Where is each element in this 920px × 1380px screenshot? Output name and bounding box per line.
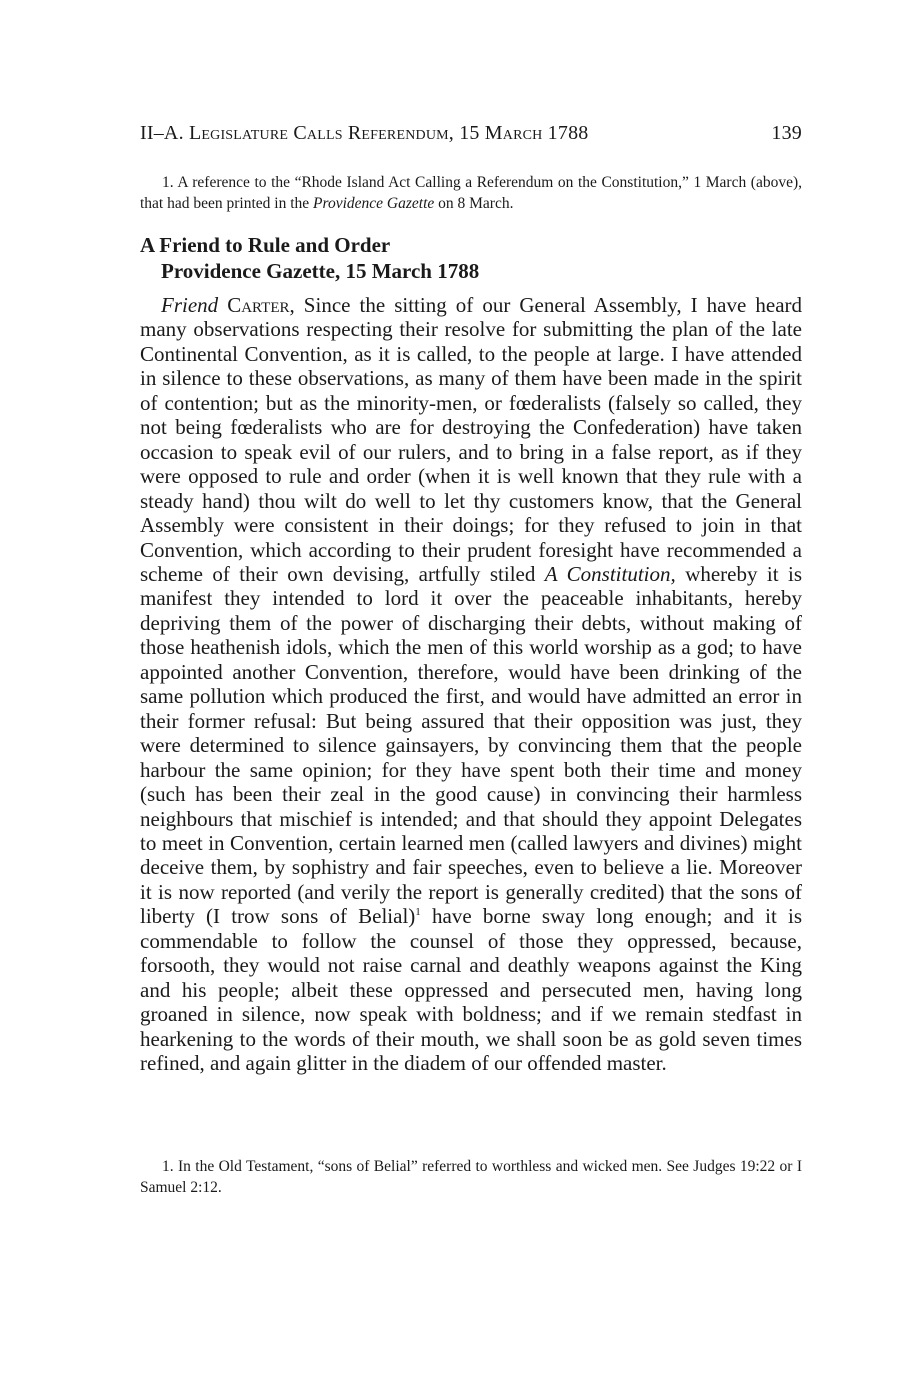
article-title: A Friend to Rule and Order	[140, 233, 391, 257]
running-head	[140, 122, 802, 145]
bottom-footnote-number: 1.	[162, 1158, 174, 1175]
top-footnote	[140, 172, 802, 214]
article-italic-phrase: A Constitution,	[544, 561, 676, 586]
article-source: Providence Gazette, 15 March 1788	[161, 259, 480, 283]
top-footnote-text-2: on 8 March.	[438, 195, 514, 212]
article-addressee: Carter	[227, 293, 290, 317]
article-text-1: , Since the sitting of our General Assembly, I have heard many observations respecting their resolve for submitting the plan of the late Continental Convention, as it is called, to the people at large. I have attended in silence to these observations, as many of them have been made in the spirit of contention; but as the minority-men, or fœderalists (falsely so called, they not being fœderalists who are for destroying the Confederation) have taken occasion to speak evil of our rulers, and to bring in a false report, as if they were opposed to rule and order (when it is well known that they rule with a steady hand) thou wilt do well to let thy customers know, that the General Assembly were consistent in their doings; for they refused to join in that Convention, which according to their prudent foresight have recommended a scheme of their own devising, artfully stiled	[140, 293, 803, 586]
top-footnote-text-1: A reference to the “Rhode Island Act Calling a Referendum on the Constitution,” 1 March (above), that had been printed in the	[140, 174, 802, 212]
article-text-2: whereby it is manifest they intended to lord it over the peaceable inhabitants, hereby depriving them of the power of discharging their debts, without making of those heathenish idols, which the men of this world worship as a god; to have appointed another Convention, therefore, would have been drinking of the same pollution which produced the first, and would have admitted an error in their former refusal: But being assured that their opposition was just, they were determined to silence gainsayers, by convincing them that the people harbour the same opinion; for they have spent both their time and money (such has been their zeal in the good cause) in convincing their harmless neighbours that mischief is intended; and that should they appoint Delegates to meet in Convention, certain learned men (called lawyers and divines) might deceive them, by sophistry and fair speeches, even to believe a lie. Moreover it is now reported (and verily the report is generally credited) that the sons of liberty (I trow sons of Belial)	[140, 561, 803, 929]
page-number: 139	[771, 122, 802, 144]
footnote-reference: 1	[415, 906, 421, 919]
article-text-3: have borne sway long enough; and it is commendable to follow the counsel of those they oppressed, because, forsooth, they would not raise carnal and deathly weapons against the King and his people; albeit these oppressed and persecuted men, having long groaned in silence, now speak with boldness; and if we remain stedfast in hearkening to the words of their mouth, we shall soon be as gold seven times refined, and again glitter in the diadem of our offended master.	[140, 904, 803, 1076]
bottom-footnote	[140, 1156, 802, 1198]
article-heading	[140, 232, 802, 284]
running-head-title: II–A. Legislature Calls Referendum, 15 March 1788	[140, 122, 589, 144]
article-salutation: Friend	[161, 293, 219, 317]
article-body	[140, 293, 802, 1076]
bottom-footnote-text: In the Old Testament, “sons of Belial” referred to worthless and wicked men. See Judges 19:22 or I Samuel 2:12.	[140, 1158, 803, 1196]
top-footnote-number: 1.	[162, 174, 174, 191]
top-footnote-newspaper: Providence Gazette	[313, 195, 435, 212]
